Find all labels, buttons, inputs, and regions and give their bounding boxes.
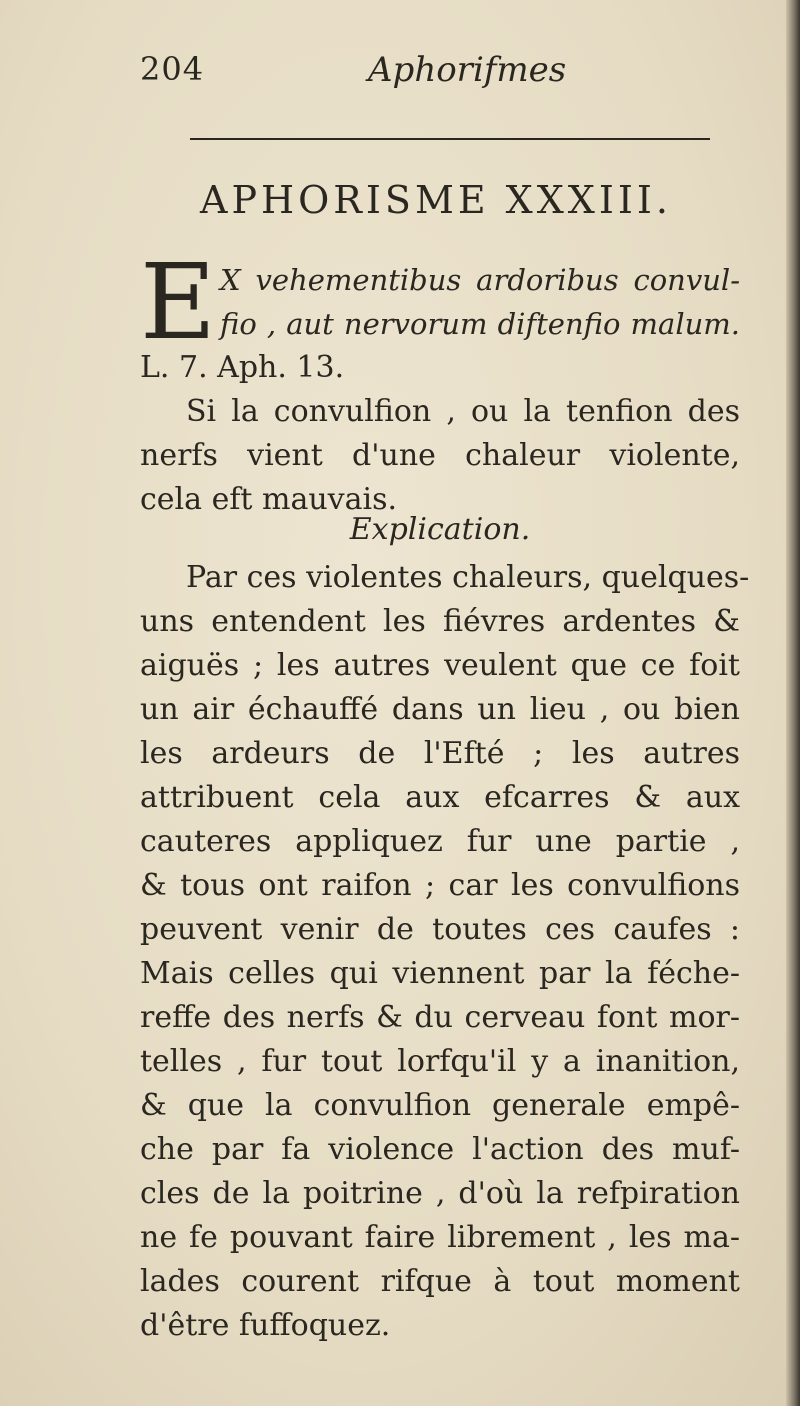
running-title: Aphorifmes	[368, 50, 567, 90]
explication-line-2: uns entendent les fiévres ardentes &	[140, 604, 740, 639]
explication-line-6: attribuent cela aux efcarres & aux	[140, 780, 740, 815]
latin-line-2: fio , aut nervorum diftenfio malum.	[220, 307, 740, 341]
explication-line-9: peuvent venir de toutes ces caufes :	[140, 912, 740, 947]
explication-line-13: & que la convulfion generale empê-	[140, 1088, 740, 1123]
explication-line-5: les ardeurs de l'Efté ; les autres	[140, 736, 740, 771]
aphorism-heading: APHORISME XXXIII.	[200, 178, 672, 222]
explication-line-18: d'être fuffoquez.	[140, 1308, 391, 1343]
explication-line-12: telles , fur tout lorfqu'il y a inanition,	[140, 1044, 740, 1079]
latin-line-1: X vehementibus ardoribus convul-	[220, 263, 740, 297]
explication-line-7: cauteres appliquez fur une partie ,	[140, 824, 740, 859]
explication-line-17: lades courent rifque à tout moment	[140, 1264, 740, 1299]
running-header	[140, 50, 720, 98]
header-rule	[190, 138, 710, 140]
translation-line-3: cela eft mauvais.	[140, 482, 398, 517]
explication-line-8: & tous ont raifon ; car les convulfions	[140, 868, 740, 903]
translation-line-1: Si la convulfion , ou la tenfion des	[186, 394, 740, 429]
explication-line-15: cles de la poitrine , d'où la refpiration	[140, 1176, 740, 1211]
translation-line-2: nerfs vient d'une chaleur violente,	[140, 438, 740, 473]
explication-line-11: reffe des nerfs & du cerveau font mor-	[140, 1000, 740, 1035]
drop-cap: E	[140, 241, 216, 363]
explication-line-10: Mais celles qui viennent par la féche-	[140, 956, 740, 991]
explication-line-16: ne fe pouvant faire librement , les ma-	[140, 1220, 740, 1255]
page-number: 204	[140, 50, 205, 88]
explication-line-1: Par ces violentes chaleurs, quelques-	[186, 560, 750, 595]
explication-line-3: aiguës ; les autres veulent que ce foit	[140, 648, 740, 683]
page-edge	[786, 0, 800, 1406]
explication-line-4: un air échauffé dans un lieu , ou bien	[140, 692, 740, 727]
explication-line-14: che par fa violence l'action des muf-	[140, 1132, 740, 1167]
explication-title: Explication.	[349, 512, 531, 547]
latin-reference: L. 7. Aph. 13.	[140, 350, 345, 385]
